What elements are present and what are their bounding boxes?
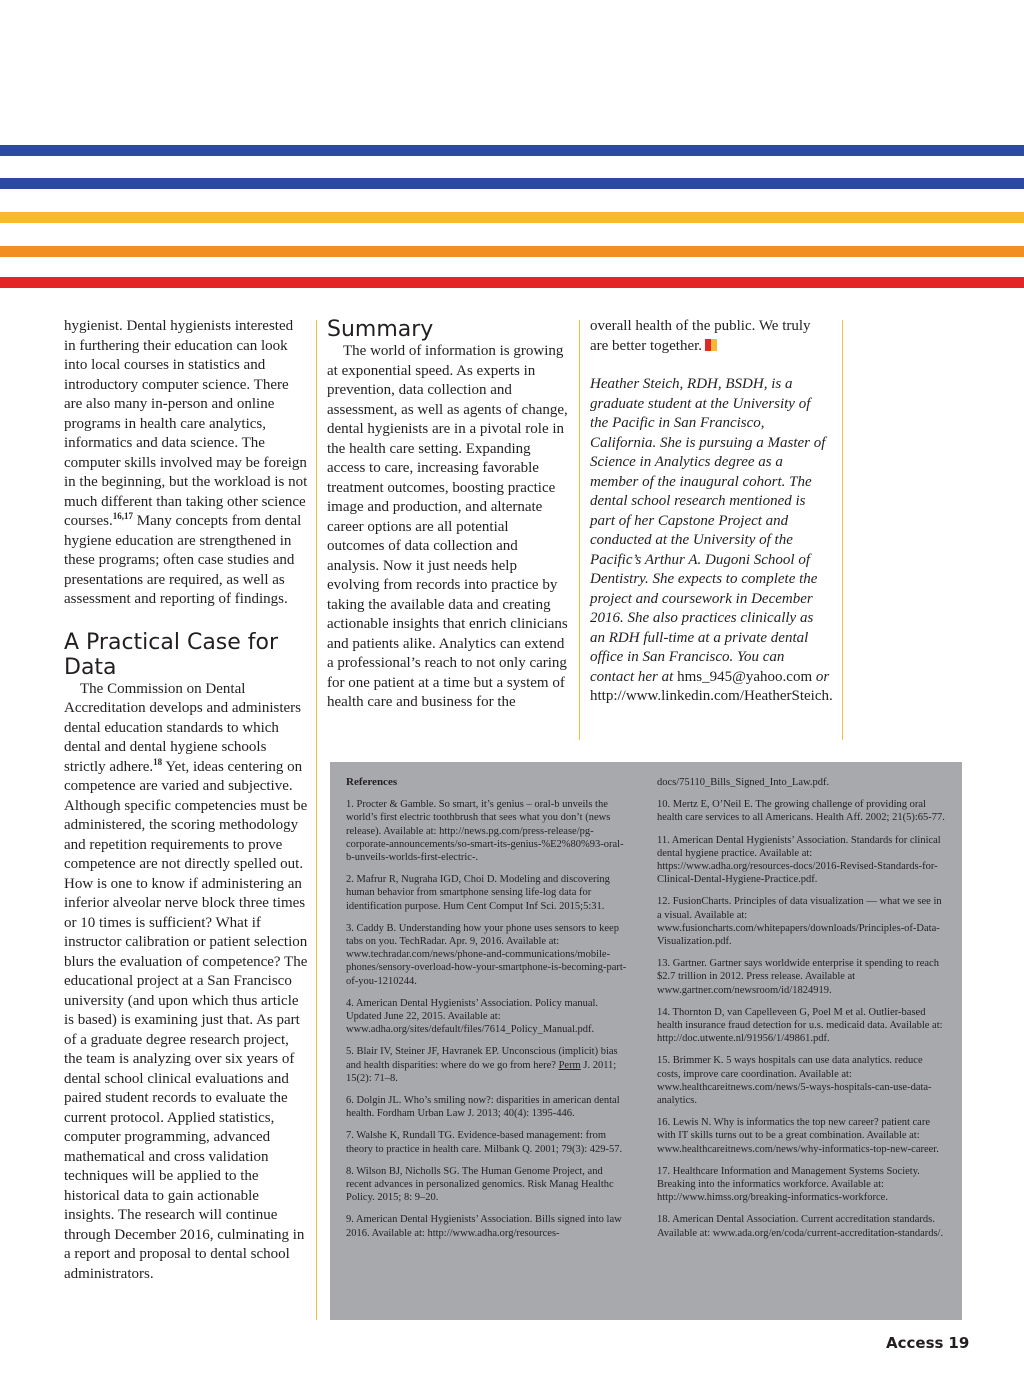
- reference-item: 9. American Dental Hygienists’ Association. Bills signed into law 2016. Available at: http://www.adha.org/resources-: [346, 1214, 622, 1239]
- reference-text: 5. Blair IV, Steiner JF, Havranek EP. Unconscious (implicit) bias and health disparities: where do we go from here?: [346, 1046, 618, 1071]
- reference-item: [346, 1045, 628, 1085]
- references-title: References: [346, 776, 398, 788]
- paragraph-text: The Commission on Dental Accreditation develops and administers dental education standards to which dental and dental hygiene schools strictly adhere.: [64, 680, 302, 775]
- paragraph-text: overall health of the public. We truly are better together.: [590, 318, 811, 354]
- header-stripe-blue-1: [0, 145, 1024, 156]
- author-linkedin-link[interactable]: http://www.linkedin.com/HeatherSteich.: [590, 688, 833, 704]
- end-of-article-icon: [705, 339, 717, 351]
- article-column-1: [64, 317, 308, 1284]
- references-column-right: [657, 776, 947, 1249]
- column-rule-1: [316, 320, 317, 1320]
- reference-item: 12. FusionCharts. Principles of data visualization — what we see in a visual. Available at: www.fusioncharts.com/whitepapers/downloads/Principles-of-Data-Visualization.pdf.: [657, 896, 942, 948]
- reference-item: 8. Wilson BJ, Nicholls SG. The Human Genome Project, and recent advances in personalized genomics. Risk Manag Healthc Policy. 2015; 8: 9–20.: [346, 1165, 614, 1204]
- reference-item: 10. Mertz E, O’Neil E. The growing challenge of providing oral health care services to all Americans. Health Aff. 2002; 21(5):65-77.: [657, 799, 945, 824]
- reference-item: 11. American Dental Hygienists’ Association. Standards for clinical dental hygiene practice. Available at: https://www.adha.org/resources-docs/2016-Revised-Standards-for-Clinical-Dental-Hygiene-Practice.pdf.: [657, 834, 941, 886]
- reference-item: 1. Procter & Gamble. So smart, it’s genius – oral-b unveils the world’s first electric toothbrush that sees what you don’t (news release). Available at: http://news.pg.com/press-release/pg-corporate-announcements/so-smart-its-genius-%E2%80%93-oral-b-unveils-worlds-first-electric-.: [346, 799, 624, 864]
- paragraph-continuation: [64, 317, 308, 610]
- reference-item: 13. Gartner. Gartner says worldwide enterprise it spending to reach $2.7 trillion in 2012. Press release. Available at www.gartner.com/newsroom/id/1824919.: [657, 958, 939, 996]
- author-bio-text: Heather Steich, RDH, BSDH, is a graduate student at the University of the Pacific in San Francisco, California. She is pursuing a Master of Science in Analytics degree as a member of the inaugural cohort. The dental school research mentioned is part of her Capstone Project and conducted at the University of the Pacific’s Arthur A. Dugoni School of Dentistry. She expects to complete the project and coursework in December 2016. She also practices clinically as an RDH full-time at a private dental office in San Francisco. You can contact her at: [590, 376, 826, 685]
- header-stripe-red: [0, 277, 1024, 288]
- reference-item: 16. Lewis N. Why is informatics the top new career? patient care with IT skills turns out to be a great combination. Available at: www.healthcareitnews.com/news/why-informatics-top-new-career.: [657, 1117, 939, 1155]
- reference-item: 14. Thornton D, van Capelleveen G, Poel M et al. Outlier-based health insurance fraud detection for u.s. medicaid data. Available at: http://doc.utwente.nl/91956/1/49861.pdf.: [657, 1006, 943, 1045]
- author-email-link[interactable]: hms_945@yahoo.com: [677, 668, 813, 685]
- reference-text-end: J. 2011; 15(2): 71–8.: [346, 1059, 617, 1084]
- paragraph-text: hygienist. Dental hygienists interested in furthering their education can look into local courses in statistics and introductory computer science. There are also many in-person and online programs in health care analytics, informatics and data science. The computer skills involved may be foreign in the beginning, but the workload is not much different than taking other science courses.: [64, 318, 308, 529]
- author-bio: [590, 375, 832, 707]
- reference-item: 6. Dolgin JL. Who’s smiling now?: disparities in american dental health. Fordham Urban Law J. 2013; 40(4): 1395-446.: [346, 1095, 620, 1120]
- citation-superscript: 18: [153, 756, 163, 767]
- paragraph-text-end: Yet, ideas centering on competence are varied and subjective. Although specific competencies must be administered, the scoring methodology and repetition requirements to prove competence are not directly spelled out. How is one to know if administering an inferior alveolar nerve block three times or 10 times is sufficient? What if instructor calibration or patient selection blurs the evaluation of competence? The educational project at a San Francisco university (and upon which thus article is based) is examining just that. As part of a graduate degree research project, the team is analyzing over six years of dental school clinical evaluations and paired student records to evaluate the current protocol. Applied statistics, computer programming, advanced mathematical and cross validation techniques will be applied to the historical data to gain actionable insights. The research will continue through December 2016, culminating in a report and proposal to dental school administrators.: [64, 758, 308, 1282]
- paragraph-practical-case: [64, 680, 308, 1285]
- reference-item: 15. Brimmer K. 5 ways hospitals can use data analytics. reduce costs, improve care coordination. Available at: www.healthcareitnews.com/news/5-ways-hospitals-can-use-data-analytics.: [657, 1055, 932, 1107]
- header-stripe-orange: [0, 246, 1024, 257]
- section-heading-practical-case: A Practical Case for Data: [64, 629, 279, 680]
- reference-item: 7. Walshe K, Rundall TG. Evidence-based management: from theory to practice in health care. Milbank Q. 2001; 79(3): 429-57.: [346, 1130, 623, 1155]
- page-number: 19: [948, 1334, 970, 1352]
- author-bio-or: or: [812, 668, 830, 685]
- references-column-left: [346, 776, 628, 1249]
- reference-item: 18. American Dental Association. Current accreditation standards. Available at: www.ada.org/en/coda/current-accreditation-standards/.: [657, 1214, 944, 1239]
- reference-item: 2. Mafrur R, Nugraha IGD, Choi D. Modeling and discovering human behavior from smartphone sensing life-log data for identification purpose. Hum Cent Comput Inf Sci. 2015;5:31.: [346, 874, 610, 912]
- reference-item-continued: docs/75110_Bills_Signed_Into_Law.pdf.: [657, 777, 830, 788]
- references-box: [330, 762, 962, 1320]
- column-rule-3: [842, 320, 843, 740]
- article-column-2: [327, 317, 569, 713]
- header-stripe-blue-2: [0, 178, 1024, 189]
- reference-item: 3. Caddy B. Understanding how your phone uses sensors to keep tabs on you. TechRadar. Apr. 9, 2016. Available at: www.techradar.com/news/phone-and-communications/mobile-phones/sensory-overload-how-your-smartphone-is-becoming-part-of-you-1210244.: [346, 922, 627, 987]
- page-footer: [886, 1334, 969, 1352]
- reference-item: 4. American Dental Hygienists’ Association. Policy manual. Updated June 22, 2015. Available at: www.adha.org/sites/default/files/7614_Policy_Manual.pdf.: [346, 997, 599, 1036]
- section-heading-summary: Summary: [327, 317, 434, 342]
- article-column-3: [590, 317, 832, 707]
- paragraph-summary: The world of information is growing at exponential speed. As experts in prevention, data collection and assessment, as well as agents of change, dental hygienists are in a pivotal role in the health care setting. Expanding access to care, increasing favorable treatment outcomes, boosting practice image and production, and alternate career options are all potential outcomes of data collection and analysis. Now it just needs help evolving from records into practice by taking the available data and creating actionable insights that enrich clinicians and patients alike. Analytics can extend a professional’s reach to not only caring for one patient at a time but a system of health care and business for the: [327, 343, 568, 710]
- magazine-name: Access: [886, 1334, 944, 1352]
- column-rule-2: [579, 320, 580, 740]
- reference-item: 17. Healthcare Information and Management Systems Society. Breaking into the informatics workforce. Available at: http://www.himss.org/breaking-informatics-workforce.: [657, 1165, 920, 1204]
- header-stripe-yellow: [0, 212, 1024, 223]
- paragraph-closing: [590, 317, 832, 356]
- reference-journal-link[interactable]: Perm: [558, 1059, 581, 1071]
- citation-superscript: 16,17: [112, 511, 133, 521]
- paragraph-text-end: Many concepts from dental hygiene education are strengthened in these programs; often case studies and presentations are required, as well as assessment and reporting of findings.: [64, 513, 302, 607]
